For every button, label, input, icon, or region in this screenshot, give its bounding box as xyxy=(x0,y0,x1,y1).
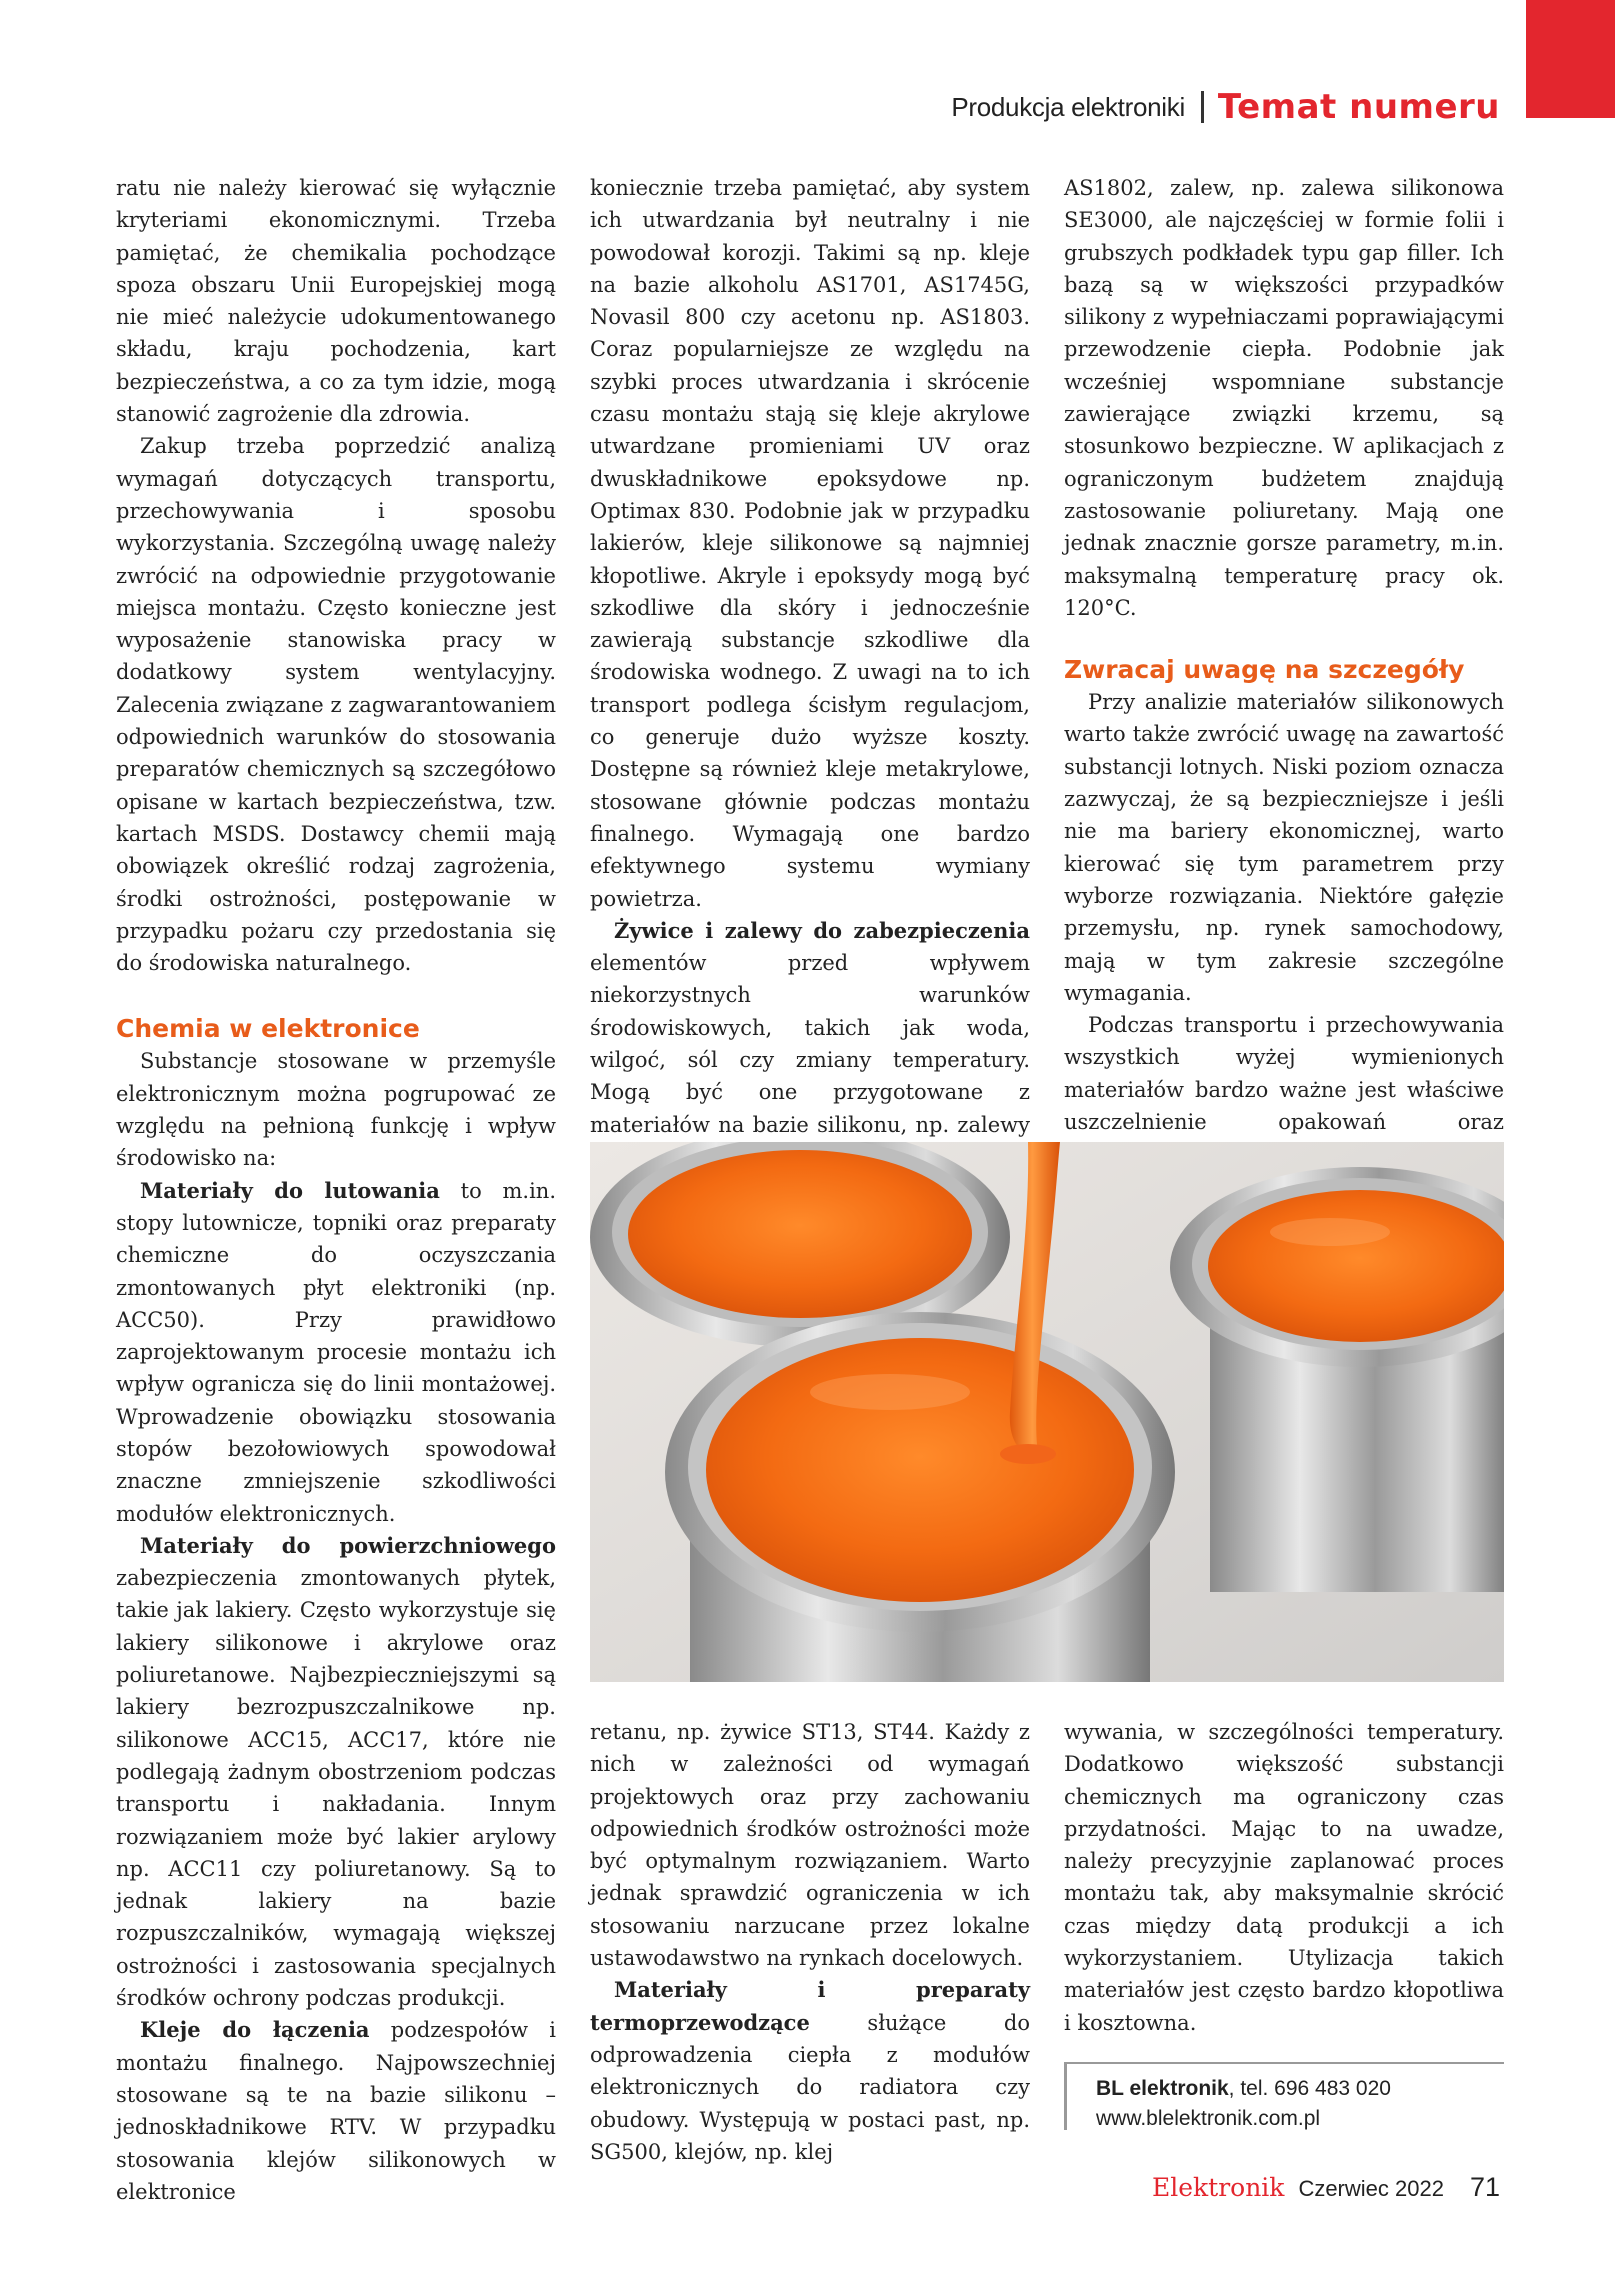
paragraph: AS1802, zalew, np. zalewa silikonowa SE3000, ale najczęściej w formie folii i grubszych podkładek typu gap filler. Ich bazą są w większości przypadków silikony z wypełniaczami poprawiającymi przewodzenie ciepła. Podobnie jak wcześniej wspomniane substancje zawierające związki krzemu, są stosunkowo bezpieczne. W aplikacjach z ograniczonym budżetem znajdują zastosowanie poliuretany. Mają one jednak znacznie gorsze parametry, m.in. maksymalną temperaturę pracy ok. 120°C. xyxy=(1064,176,1504,620)
page-footer xyxy=(1152,2172,1500,2203)
paragraph xyxy=(116,1530,556,2014)
section-heading-szczegoly: Zwracaj uwagę na szczegóły xyxy=(1064,655,1465,685)
company-name: BL elektronik xyxy=(1096,2077,1229,2100)
paint-cans-illustration xyxy=(590,1142,1504,1682)
contact-box xyxy=(1096,2074,1391,2134)
column-2-top xyxy=(590,172,1030,1206)
paragraph-text: zabezpieczenia zmontowanych płytek, takie jak lakiery. Często wykorzystuje się lakiery silikonowe i akrylowe oraz poliuretanowe. Najbezpieczniejszymi są lakiery bezrozpuszczalnikowe np. silikonowe ACC15, ACC17, które nie podlegają żadnym obostrzeniom podczas transportu i nakładania. Innym rozwiązaniem może być lakier arylowy np. ACC11 czy poliuretanowy. Są to jednak lakiery na bazie rozpuszczalników, wymagają większej ostrożności i zastosowania specjalnych środków ochrony podczas produkcji. xyxy=(116,1566,556,2011)
bold-term: Materiały do powierzchniowego xyxy=(140,1532,556,1558)
column-3-bottom xyxy=(1064,1716,1504,2039)
paragraph: Substancje stosowane w przemyśle elektronicznym można pogrupować ze względu na pełnioną funkcję i wpływ środowisko na: xyxy=(116,1049,556,1171)
paragraph xyxy=(590,1974,1030,2168)
website-link[interactable]: www.blelektronik.com.pl xyxy=(1096,2107,1321,2130)
paint-cans-photo xyxy=(590,1142,1504,1682)
paragraph: Przy analizie materiałów silikonowych warto także zwrócić uwagę na zawartość substancji lotnych. Niski poziom oznacza zazwyczaj, że są bezpieczniejsze i jeśli nie ma bariery ekonomicznej, warto kierować się tym parametrem przy wyborze rozwiązania. Niektóre gałęzie przemysłu, np. rynek samochodowy, mają w tym zakresie szczególne wymagania. xyxy=(1064,690,1504,1005)
paragraph-text: służące do odprowadzenia ciepła z modułów elektronicznych do radiatora czy obudowy. Występują w postaci past, np. SG500, klejów, np. klej xyxy=(590,2010,1030,2164)
theme-label: Temat numeru xyxy=(1217,87,1500,127)
bold-term: Żywice i zalewy do zabezpieczenia xyxy=(614,917,1030,943)
paragraph: Zakup trzeba poprzedzić analizą wymagań dotyczących transportu, przechowywania i sposobu wykorzystania. Szczególną uwagę należy zwrócić na odpowiednie przygotowanie miejsca montażu. Często konieczne jest wyposażenie stanowiska pracy w dodatkowy system wentylacyjny. Zalecenia związane z zagwarantowaniem odpowiednich warunków do stosowania preparatów chemicznych są szczegółowo opisane w kartach bezpieczeństwa, tzw. kartach MSDS. Dostawcy chemii mają obowiązek określić rodzaj zagrożenia, środki ostrożności, postępowanie w przypadku pożaru czy przedostania się do środowiska naturalnego. xyxy=(116,434,556,976)
section-heading-chemia: Chemia w elektronice xyxy=(116,1014,420,1044)
section-label: Produkcja elektroniki xyxy=(951,91,1185,122)
paragraph-text: to m.in. stopy lutownicze, topniki oraz preparaty chemiczne do oczyszczania zmontowanych płyt elektroniki (np. ACC50). Przy prawidłowo zaprojektowanym procesie montażu ich wpływ ogranicza się do linii montażowej. Wprowadzenie obowiązku stosowania stopów bezołowiowych spowodował znaczne zmniejszenie szkodliwości modułów elektronicznych. xyxy=(116,1178,556,1526)
paragraph xyxy=(116,2014,556,2208)
magazine-name: Elektronik xyxy=(1151,2173,1285,2202)
bold-term: Materiały i preparaty termoprzewodzące xyxy=(590,1977,1030,2035)
paragraph xyxy=(116,1175,556,1530)
red-corner-tab xyxy=(1526,0,1615,118)
column-1 xyxy=(116,172,556,2208)
phone: , tel. 696 483 020 xyxy=(1228,2077,1391,2100)
paragraph-text: elementów przed wpływem niekorzystnych warunków środowiskowych, takich jak woda, wilgoć, sól czy zmiany temperatury. Mogą być one przygotowane z materiałów na bazie silikonu, np. zalewy xyxy=(590,951,1030,1137)
page-number: 71 xyxy=(1469,2172,1500,2202)
bold-term: Materiały do lutowania xyxy=(140,1177,440,1203)
contact-bar xyxy=(1064,2062,1067,2130)
paragraph: koniecznie trzeba pamiętać, aby system ich utwardzania był neutralny i nie powodował korozji. Takimi są np. kleje na bazie alkoholu AS1701, AS1745G, Novasil 800 czy acetonu np. AS1803. Coraz popularniejsze ze względu na szybki proces utwardzania i skrócenie czasu montażu stają się kleje akrylowe utwardzane promieniami UV oraz dwuskładnikowe epoksydowe np. Optimax 830. Podobnie jak w przypadku lakierów, kleje silikonowe są najmniej kłopotliwe. Akryle i epoksydy mogą być szkodliwe dla skóry i jednocześnie zawierają substancje szkodliwe dla środowiska wodnego. Z uwagi na to ich transport podlega ścisłym regulacjom, co generuje dużo wyższe koszty. Dostępne są również kleje metakrylowe, stosowane głównie podczas montażu finalnego. Wymagają one bardzo efektywnego systemu wymiany powietrza. xyxy=(590,176,1030,911)
issue-date: Czerwiec 2022 xyxy=(1298,2176,1444,2201)
column-2-bottom xyxy=(590,1716,1030,2168)
paragraph: wywania, w szczególności temperatury. Dodatkowo większość substancji chemicznych ma ograniczony czas przydatności. Mając to na uwadze, należy precyzyjnie zaplanować proces montażu tak, aby maksymalnie skrócić czas między datą produkcji a ich wykorzystaniem. Utylizacja takich materiałów jest często bardzo kłopotliwa i kosztowna. xyxy=(1064,1720,1504,2035)
paragraph-text: podzespołów i montażu finalnego. Najpowszechniej stosowane są te na bazie silikonu – jednoskładnikowe RTV. W przypadku stosowania klejów silikonowych w elektronice xyxy=(116,2018,556,2204)
bold-term: Kleje do łączenia xyxy=(140,2017,370,2043)
contact-rule xyxy=(1064,2062,1504,2064)
paragraph: ratu nie należy kierować się wyłącznie kryteriami ekonomicznymi. Trzeba pamiętać, że chemikalia pochodzące spoza obszaru Unii Europejskiej mogą nie mieć należycie udokumentowanego składu, kraju pochodzenia, kart bezpieczeństwa, a co za tym idzie, mogą stanowić zagrożenie dla zdrowia. xyxy=(116,176,556,427)
header-divider xyxy=(1201,91,1204,123)
paragraph: retanu, np. żywice ST13, ST44. Każdy z nich w zależności od wymagań projektowych oraz przy zachowaniu odpowiednich środków ostrożności może być optymalnym rozwiązaniem. Warto jednak sprawdzić ograniczenia w ich stosowaniu narzucane przez lokalne ustawodawstwo na rynkach docelowych. xyxy=(590,1720,1030,1971)
page-header xyxy=(951,82,1500,132)
column-3-top xyxy=(1064,172,1504,1203)
contact-line xyxy=(1096,2074,1391,2104)
paragraph: Podczas transportu i przechowywania wszystkich wyżej wymienionych materiałów bardzo ważne jest właściwe uszczelnienie opakowań oraz xyxy=(1064,1013,1504,1135)
